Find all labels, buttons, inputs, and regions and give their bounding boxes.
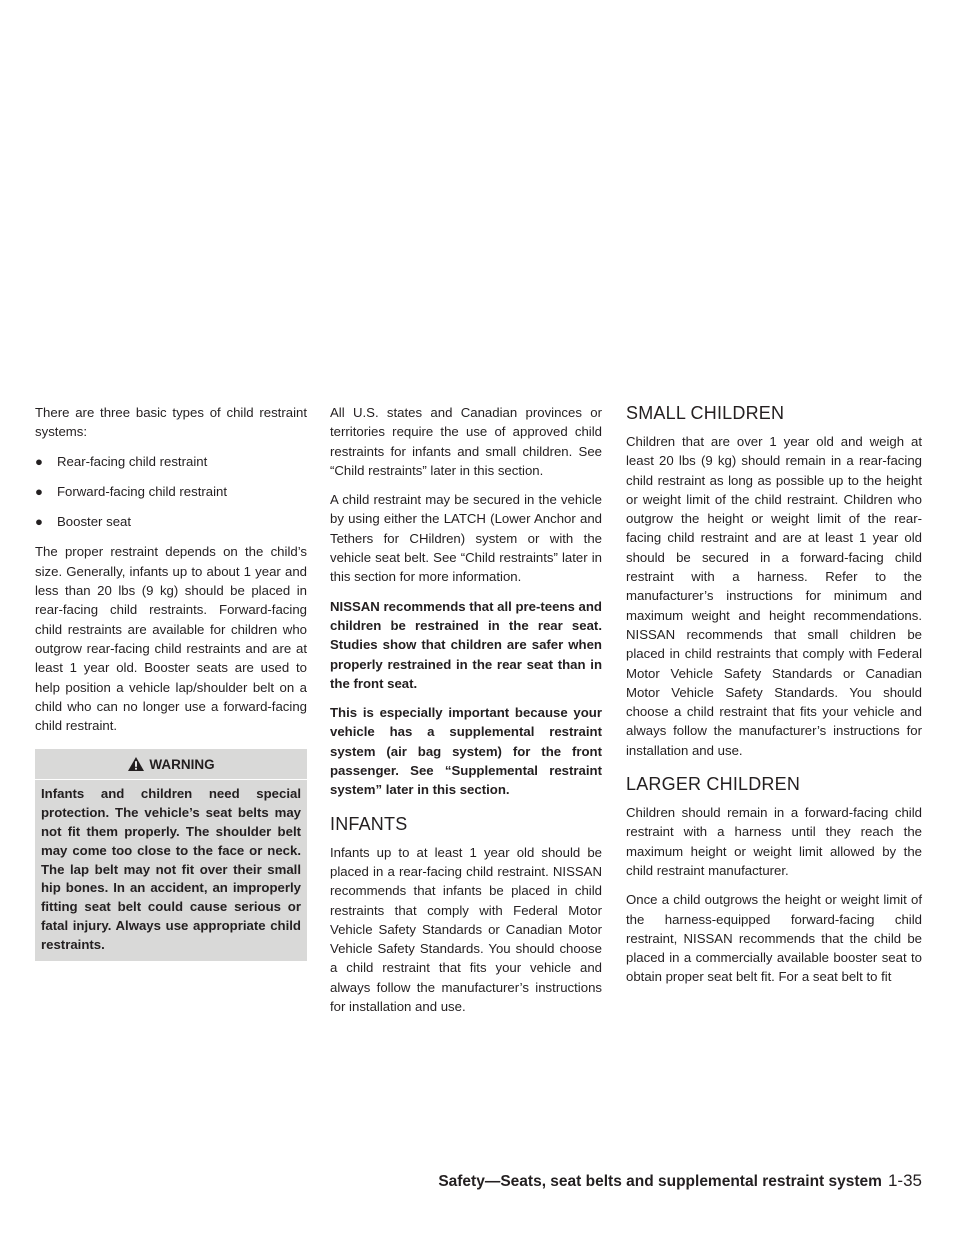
page-footer bbox=[438, 1171, 922, 1191]
column-middle bbox=[330, 403, 602, 1026]
bullet-icon: ● bbox=[35, 514, 43, 530]
restraint-types-list bbox=[35, 452, 307, 532]
warning-text: Infants and children need special protection. The vehicle’s seat belts may not fit them properly. The shoulder belt may come too close to the face or neck. The lap belt may not fit over their small hip bones. In an accident, an improperly fitting seat belt could cause serious or fatal injury. Always use appropriate child restraints. bbox=[41, 786, 301, 952]
small-children-paragraph: Children that are over 1 year old and weigh at least 20 lbs (9 kg) should remain in a rear-facing child restraint as long as possible up to the height or weight limit of the child restraint. Children who outgrow the height or weight limit of the rear-facing child restraint and are at least 1 year old should be secured in a forward-facing child restraint with a harness. Refer to the manufacturer’s instructions for minimum and maximum weight and height recommendations. NISSAN recommends that small children be placed in child restraints that comply with Federal Motor Vehicle Safety Standards or Canadian Motor Vehicle Safety Standards. You should choose a child restraint that fits your vehicle and always follow the manufacturer’s instructions for installation and use. bbox=[626, 434, 922, 758]
warning-title: WARNING bbox=[149, 756, 215, 772]
heading-larger-children: LARGER CHILDREN bbox=[626, 774, 801, 795]
footer-section-title: Safety—Seats, seat belts and supplemental restraint system bbox=[438, 1173, 882, 1190]
intro-paragraph: There are three basic types of child restraint systems: bbox=[35, 405, 307, 440]
bullet-icon: ● bbox=[35, 483, 43, 499]
latch-paragraph: A child restraint may be secured in the vehicle by using either the LATCH (Lower Anchor and Tethers for CHildren) system or with the vehicle seat belt. See “Child restraints” later in this section for more information. bbox=[330, 492, 602, 585]
infants-paragraph: Infants up to at least 1 year old should be placed in a rear-facing child restraint. NISSAN recommends that infants be placed in child restraints that comply with Federal Motor Vehicle Safety Standards or Canadian Motor Vehicle Safety Standards. You should choose a child restraint that fits your vehicle and always follow the manufacturer’s instructions for installation and use. bbox=[330, 844, 602, 1015]
list-item: ● Rear-facing child restraint bbox=[35, 452, 307, 471]
list-item: ● Booster seat bbox=[35, 512, 307, 531]
states-paragraph: All U.S. states and Canadian provinces or territories require the use of approved child restraints for infants and small children. See “Child restraints” later in this section. bbox=[330, 405, 602, 478]
rear-seat-recommendation: NISSAN recommends that all pre-teens and children be restrained in the rear seat. Studies show that children are safer when properly restrained in the rear seat than in the front seat. bbox=[330, 598, 602, 691]
bullet-icon: ● bbox=[35, 453, 43, 469]
column-right bbox=[626, 403, 922, 997]
restraint-size-paragraph: The proper restraint depends on the child’s size. Generally, infants up to about 1 year and less than 20 lbs (9 kg) should be placed in rear-facing child restraints. Forward-facing child restraints are available for children who outgrow rear-facing child restraints and are at least 1 year old. Booster seats are used to help position a vehicle lap/shoulder belt on a child who can no longer use a forward-facing child restraint. bbox=[35, 544, 307, 734]
warning-triangle-icon bbox=[127, 756, 145, 772]
heading-small-children: SMALL CHILDREN bbox=[626, 403, 785, 423]
warning-header bbox=[35, 749, 307, 780]
column-left bbox=[35, 403, 307, 961]
page-number: 1-35 bbox=[887, 1171, 922, 1190]
list-item: ● Forward-facing child restraint bbox=[35, 482, 307, 501]
heading-infants: INFANTS bbox=[330, 813, 408, 834]
airbag-note: This is especially important because your vehicle has a supplemental restraint system (air bag system) for the front passenger. See “Supplemental restraint system” later in this section. bbox=[330, 705, 602, 798]
warning-box bbox=[35, 749, 307, 960]
larger-children-paragraph-2: Once a child outgrows the height or weight limit of the harness-equipped forward-facing child restraint, NISSAN recommends that the child be placed in a commercially available booster seat to obtain proper seat belt fit. For a seat belt to fit bbox=[626, 892, 922, 985]
larger-children-paragraph-1: Children should remain in a forward-facing child restraint with a harness until they reach the maximum height or weight limit allowed by the child restraint manufacturer. bbox=[626, 805, 922, 878]
